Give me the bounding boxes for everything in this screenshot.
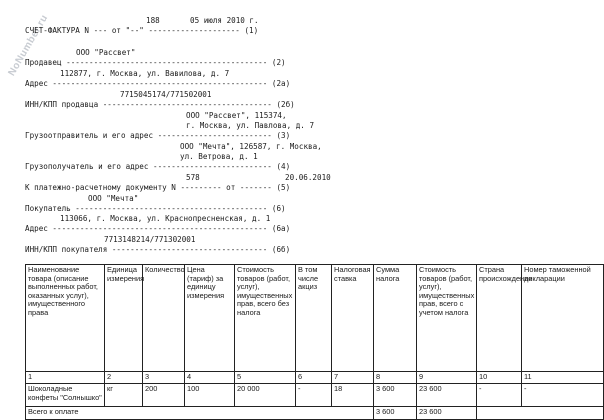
column-header: Налоговая ставка — [332, 265, 374, 372]
column-number: 5 — [235, 372, 296, 384]
total-row — [26, 407, 604, 420]
table-header-row — [26, 265, 604, 372]
column-header: Стоимость товаров (работ, услуг), имущественных прав, всего без налога — [235, 265, 296, 372]
unit-cell: кг — [105, 384, 143, 407]
seller-address-line: Адрес ----------------------------------------------- (2а) — [25, 79, 291, 88]
shipper-label-line: Грузоотправитель и его адрес ------------------------- (3) — [25, 131, 291, 140]
seller-address: 112877, г. Москва, ул. Вавилова, д. 7 — [60, 69, 230, 78]
buyer-address: 113066, г. Москва, ул. Краснопресненская, д. 1 — [60, 214, 271, 223]
seller-name: ООО "Рассвет" — [76, 48, 136, 57]
buyer-inn-line: ИНН/КПП покупателя ---------------------------------- (6б) — [25, 245, 291, 254]
buyer-inn-kpp: 7713148214/771302001 — [104, 235, 196, 244]
total-sum: 23 600 — [417, 407, 477, 420]
product-name-cell: Шоколадные конфеты "Солнышко" — [26, 384, 105, 407]
column-number: 1 — [26, 372, 105, 384]
column-header: Сумма налога — [374, 265, 417, 372]
excise-cell: - — [296, 384, 332, 407]
cost-with-tax-cell: 23 600 — [417, 384, 477, 407]
column-header: В том числе акциз — [296, 265, 332, 372]
watermark: NoNumber.ru — [6, 12, 51, 79]
goods-table — [25, 264, 604, 420]
buyer-label-line: Покупатель ------------------------------------------ (6) — [25, 204, 286, 213]
consignee-line-1: ООО "Мечта", 126587, г. Москва, — [180, 142, 322, 151]
column-header: Наименование товара (описание выполненных работ, оказанных услуг), имущественного права — [26, 265, 105, 372]
price-cell: 100 — [185, 384, 235, 407]
total-empty-cell — [477, 407, 604, 420]
column-header: Цена (тариф) за единицу измерения — [185, 265, 235, 372]
column-header: Единица измерения — [105, 265, 143, 372]
column-number: 2 — [105, 372, 143, 384]
consignee-line-2: ул. Ветрова, д. 1 — [180, 152, 258, 161]
cost-without-tax-cell: 20 000 — [235, 384, 296, 407]
shipper-line-2: г. Москва, ул. Павлова, д. 7 — [186, 121, 315, 130]
column-number: 11 — [522, 372, 604, 384]
column-header: Номер таможенной декларации — [522, 265, 604, 372]
column-header: Страна происхождения — [477, 265, 522, 372]
table-row — [26, 384, 604, 407]
payment-doc-date: 20.06.2010 — [285, 173, 331, 182]
column-number: 9 — [417, 372, 477, 384]
seller-inn-kpp: 7715045174/771502001 — [120, 90, 212, 99]
column-number: 8 — [374, 372, 417, 384]
country-cell: - — [477, 384, 522, 407]
seller-inn-line: ИНН/КПП продавца ------------------------------------- (2б) — [25, 100, 295, 109]
tax-amount-cell: 3 600 — [374, 384, 417, 407]
total-tax: 3 600 — [374, 407, 417, 420]
quantity-cell: 200 — [143, 384, 185, 407]
buyer-name: ООО "Мечта" — [88, 194, 139, 203]
column-number: 10 — [477, 372, 522, 384]
column-number: 7 — [332, 372, 374, 384]
column-number: 3 — [143, 372, 185, 384]
invoice-date: 05 июля 2010 г. — [190, 16, 259, 25]
tax-rate-cell: 18 — [332, 384, 374, 407]
column-header: Стоимость товаров (работ, услуг), имущественных прав, всего с учетом налога — [417, 265, 477, 372]
invoice-title-line: СЧЕТ-ФАКТУРА N --- от "--" -------------------- (1) — [25, 26, 259, 35]
column-number-row — [26, 372, 604, 384]
consignee-label-line: Грузополучатель и его адрес -------------------------- (4) — [25, 162, 291, 171]
column-number: 6 — [296, 372, 332, 384]
customs-declaration-cell: - — [522, 384, 604, 407]
seller-label-line: Продавец -------------------------------------------- (2) — [25, 58, 286, 67]
column-header: Количество — [143, 265, 185, 372]
invoice-number: 188 — [146, 16, 160, 25]
column-number: 4 — [185, 372, 235, 384]
total-label: Всего к оплате — [26, 407, 374, 420]
shipper-line-1: ООО "Рассвет", 115374, — [186, 111, 287, 120]
payment-doc-label-line: К платежно-расчетному документу N --------- от ------- (5) — [25, 183, 291, 192]
payment-doc-number: 578 — [186, 173, 200, 182]
buyer-address-line: Адрес ----------------------------------------------- (6а) — [25, 224, 291, 233]
